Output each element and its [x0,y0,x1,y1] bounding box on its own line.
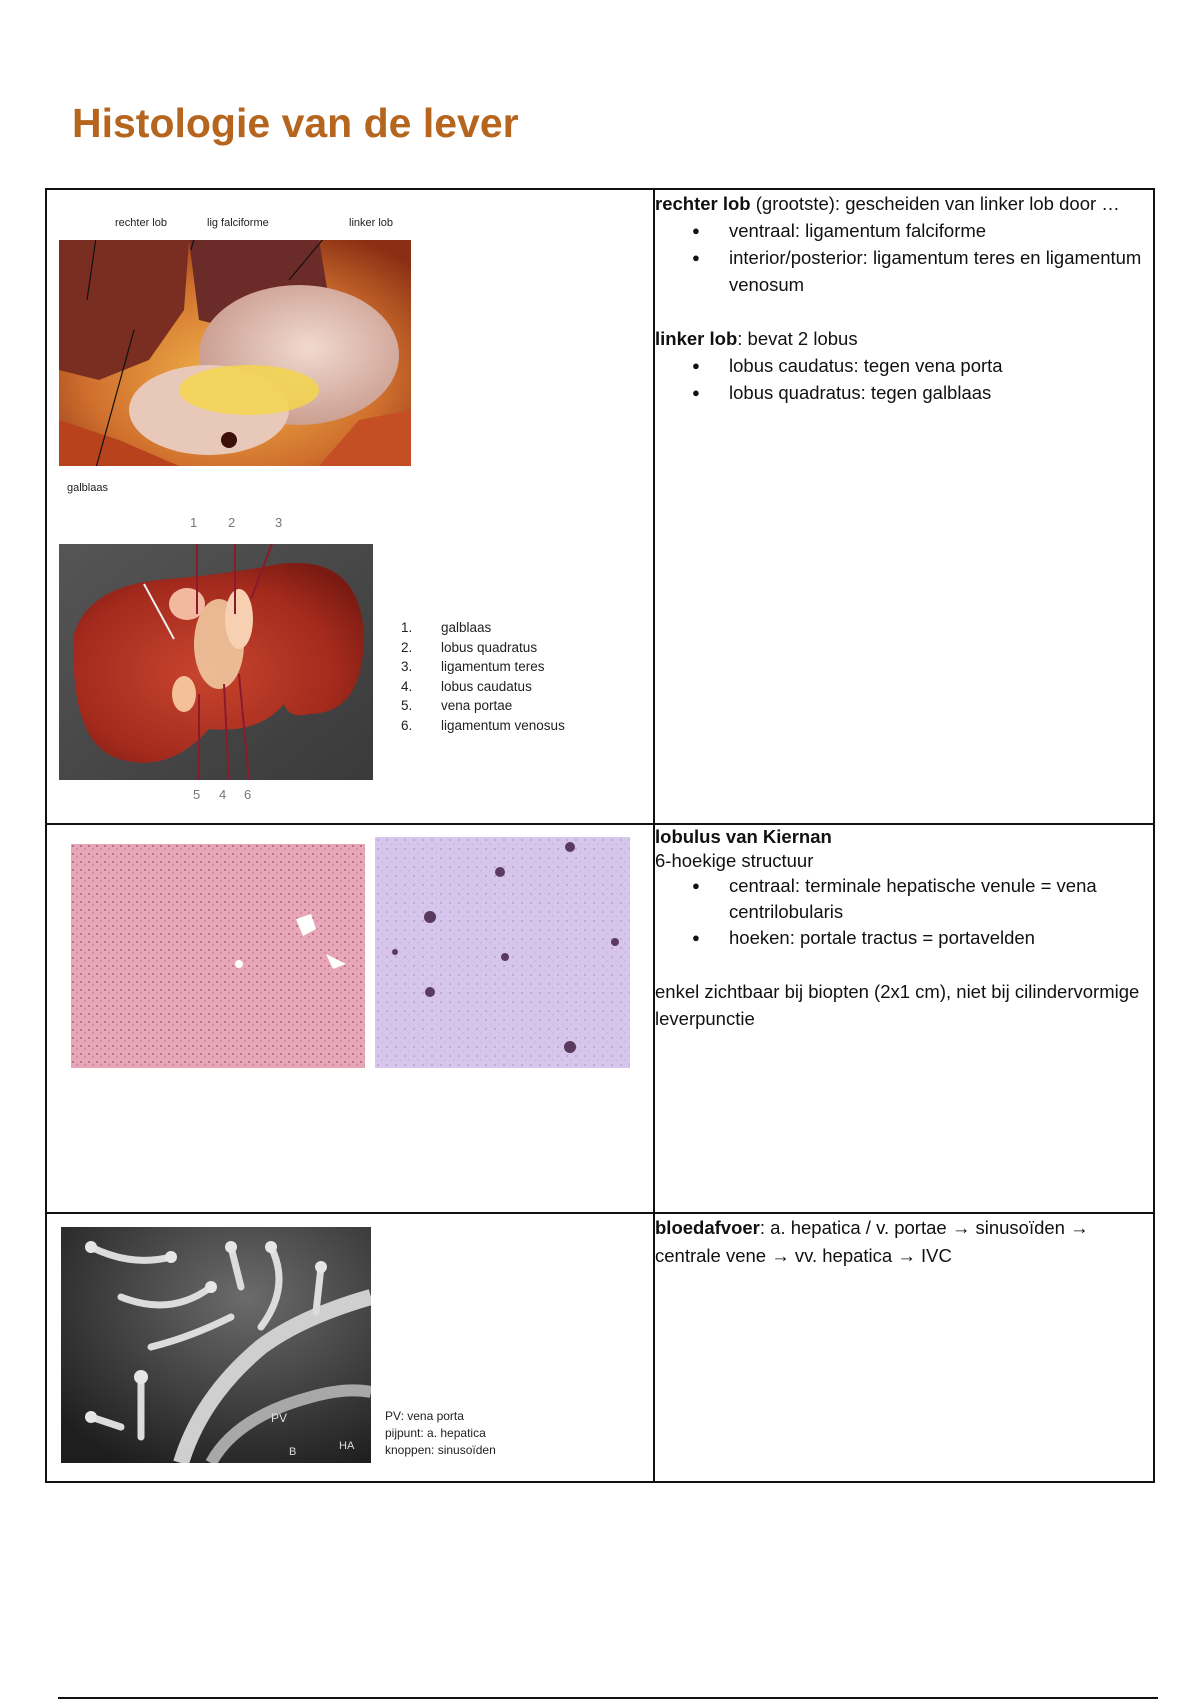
right-lobe-paragraph: rechter lob (grootste): gescheiden van linker lob door … [655,193,1120,214]
list-item: ● centraal: terminale hepatische venule = vena centrilobularis [729,873,1153,925]
list-item: 4. lobus caudatus [401,678,532,694]
footer-divider [58,1697,1158,1699]
label-gallbladder: galblaas [67,482,108,494]
list-item: 6. ligamentum venosus [401,717,565,733]
table-row [46,189,1154,824]
label-left-lobe: linker lob [349,217,394,229]
sem-caption: PV: vena porta pijpunt: a. hepatica knoppen: sinusoïden [385,1409,496,1457]
left-lobe-paragraph: linker lob: bevat 2 lobus [655,328,858,349]
liver-underside-photo [59,544,373,780]
photo-legend [401,618,565,735]
list-item: 5. vena portae [401,698,513,713]
photo-number-6: 6 [244,787,252,802]
list-item: 2. lobus quadratus [401,639,538,655]
lobule-structure-line: 6-hoekige structuur [655,850,814,871]
sem-label-ha: HA [339,1440,355,1452]
histology-stain-image [375,837,630,1068]
right-lobe-bullets [655,217,1153,298]
biopsy-paragraph: enkel zichtbaar bij biopten (2x1 cm), niet bij cilindervormige leverpunctie [655,981,1140,1029]
histology-images-cell [46,824,654,1213]
photo-number-2: 2 [228,515,236,530]
lobule-text-cell [654,824,1154,1213]
content-table [45,188,1155,1483]
list-item: ● hoeken: portale tractus = portavelden [729,925,1153,951]
table-row [46,824,1154,1213]
liver-lobes-text-cell [654,189,1154,824]
label-falciform: lig falciforme [207,217,269,229]
photo-number-1: 1 [190,515,198,530]
lobule-bullets [655,873,1153,951]
list-item: ● ventraal: ligamentum falciforme [729,217,1153,244]
photo-number-4: 4 [219,787,227,802]
sem-label-pv: PV [271,1411,288,1425]
liver-images-cell [46,189,654,824]
label-right-lobe: rechter lob [115,217,167,229]
lobule-heading: lobulus van Kiernan [655,826,832,847]
blood-drainage-paragraph: bloedafvoer: a. hepatica / v. portae → sinusoïden → centrale vene → vv. hepatica → IVC [655,1217,1089,1266]
list-item: 3. ligamentum teres [401,659,545,674]
list-item: ● lobus caudatus: tegen vena porta [729,352,1153,379]
left-lobe-bullets [655,352,1153,406]
page-title: Histologie van de lever [72,100,519,146]
sem-label-b: B [289,1446,297,1458]
histology-he-image [71,844,365,1068]
list-item: 1. galblaas [401,620,492,635]
sem-image-cell [46,1213,654,1482]
list-item: ● interior/posterior: ligamentum teres en ligamentum venosum [729,244,1153,298]
blood-drainage-text-cell [654,1213,1154,1482]
table-row [46,1213,1154,1482]
photo-number-3: 3 [275,515,283,530]
liver-abdomen-photo [59,240,411,466]
list-item: ● lobus quadratus: tegen galblaas [729,379,1153,406]
photo-number-5: 5 [193,787,201,802]
sem-vascular-image [61,1227,371,1463]
